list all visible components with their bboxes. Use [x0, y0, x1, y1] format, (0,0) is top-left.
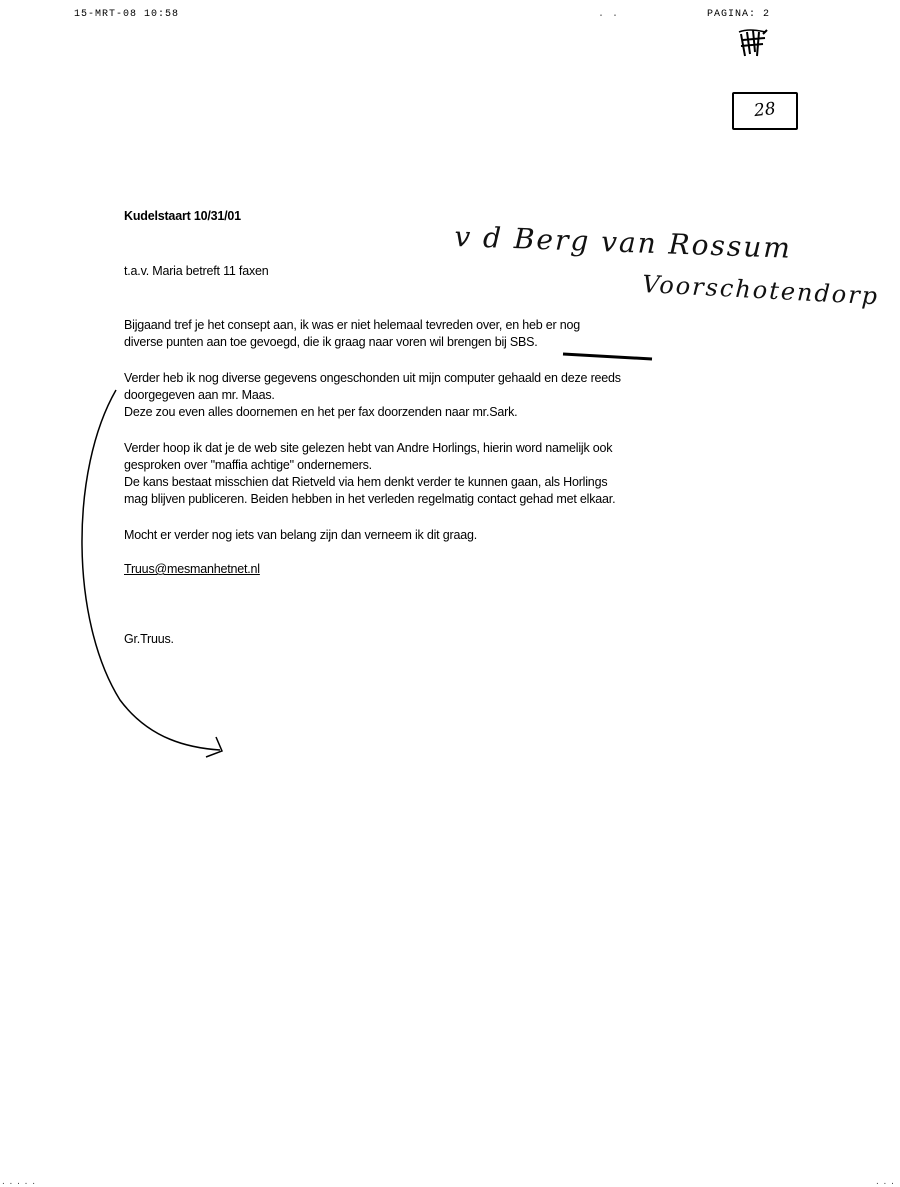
paragraph-line: De kans bestaat misschien dat Rietveld via hem denkt verder te kunnen gaan, als Horlings [124, 475, 608, 489]
fax-header [0, 6, 900, 24]
letter-attention-line: t.a.v. Maria betreft 11 faxen [124, 264, 269, 278]
paragraph-line: gesproken over "maffia achtige" ondernemers. [124, 458, 372, 472]
curved-arrow-head [206, 737, 222, 757]
paragraph-line: mag blijven publiceren. Beiden hebben in het verleden regelmatig contact gehad met elkaar. [124, 492, 616, 506]
sbs-underline-mark [563, 354, 652, 359]
letter-signature: Gr.Truus. [124, 632, 174, 646]
paragraph-line: Mocht er verder nog iets van belang zijn dan verneem ik dit graag. [124, 528, 477, 542]
bottom-left-marks: . . . . . [2, 1176, 37, 1187]
paragraph-line: diverse punten aan toe gevoegd, die ik graag naar voren wil brengen bij SBS. [124, 335, 538, 349]
letter-date-line: Kudelstaart 10/31/01 [124, 209, 241, 223]
handwritten-scribble-mark [735, 26, 775, 60]
paragraph-line: Verder hoop ik dat je de web site gelezen hebt van Andre Horlings, hierin word namelijk ook [124, 441, 613, 455]
paragraph-web-site [124, 440, 764, 508]
email-address: Truus@mesmanhetnet.nl [124, 562, 260, 576]
page-number-box [732, 92, 798, 130]
fax-header-dots: . . [598, 9, 620, 20]
paragraph-line: Verder heb ik nog diverse gegevens ongeschonden uit mijn computer gehaald en deze reeds [124, 371, 621, 385]
paragraph-line: Bijgaand tref je het consept aan, ik was er niet helemaal tevreden over, en heb er nog [124, 318, 581, 332]
paragraph-computer-data [124, 370, 764, 421]
paragraph-concept [124, 317, 764, 351]
bottom-right-marks: . . . [876, 1176, 895, 1187]
paragraph-line: doorgegeven aan mr. Maas. [124, 388, 275, 402]
handwritten-recipient-place: Voorschotendorp [641, 270, 880, 311]
page-number-handwritten: 28 [753, 98, 777, 122]
fax-datetime: 15-MRT-08 10:58 [74, 9, 180, 20]
paragraph-closing [124, 527, 764, 544]
paragraph-line: Deze zou even alles doornemen en het per fax doorzenden naar mr.Sark. [124, 405, 518, 419]
handwritten-recipient-name: v d Berg van Rossum [453, 220, 793, 265]
fax-page-label: PAGINA: 2 [707, 9, 771, 20]
